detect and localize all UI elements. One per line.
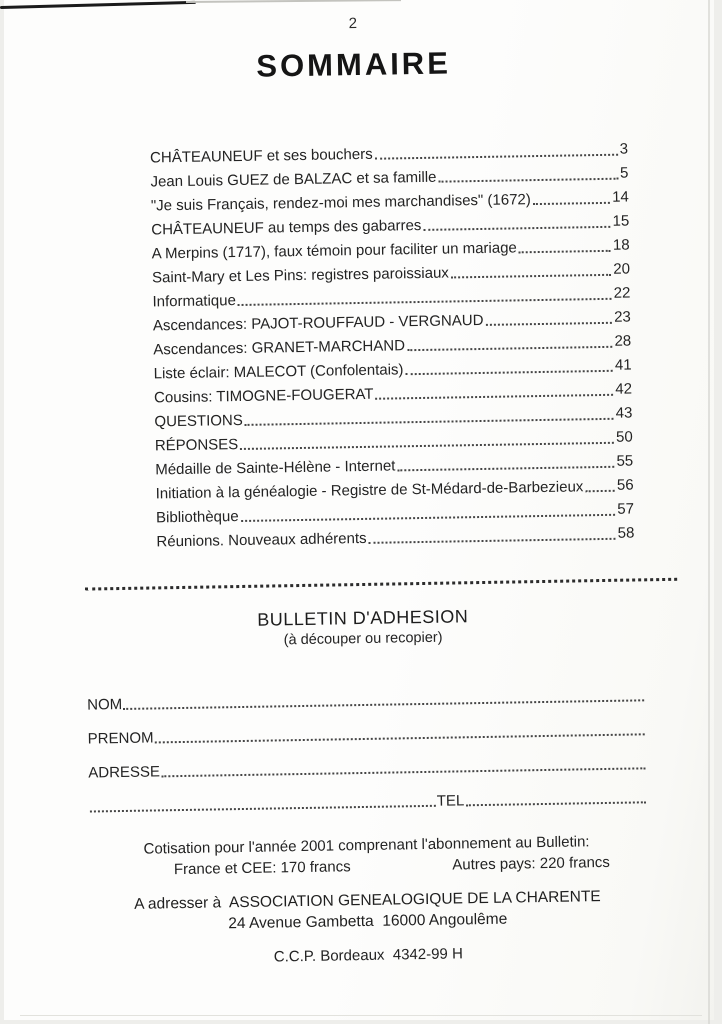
toc-entry-page-number: 57	[617, 500, 635, 518]
toc-entry-label: Bibliothèque	[155, 508, 239, 527]
fee-row	[174, 854, 610, 878]
toc-entry-label: RÉPONSES	[154, 436, 239, 455]
toc-entry-page-number: 41	[614, 356, 632, 374]
toc-entry-label: Liste éclair: MALECOT (Confolentais)	[153, 361, 404, 383]
toc-entry-page-number: 3	[619, 140, 629, 158]
toc-entry-page-number: 58	[617, 524, 635, 542]
toc-entry-label: QUESTIONS	[154, 411, 243, 431]
adresse-label: ADRESSE	[88, 763, 161, 782]
toc-entry-page-number: 56	[616, 476, 634, 494]
dotted-divider	[85, 578, 677, 591]
toc-entry-label: CHÂTEAUNEUF au temps des gabarres	[151, 216, 422, 239]
toc-entry-page-number: 15	[612, 212, 630, 230]
toc-entry-label: A Merpins (1717), faux témoin pour faciliter un mariage	[151, 239, 517, 263]
toc-entry-page-number: 14	[611, 188, 629, 206]
toc-dot-leader	[519, 250, 611, 254]
toc-entry-label: Informatique	[152, 292, 237, 311]
tel-label: TEL	[436, 792, 465, 810]
toc-entry-page-number: 42	[615, 380, 633, 398]
fee-france: France et CEE: 170 francs	[173, 858, 351, 879]
toc-entry-page-number: 23	[613, 308, 631, 326]
toc-entry-label: CHÂTEAUNEUF et ses bouchers	[149, 145, 373, 167]
toc-entry-page-number: 22	[613, 284, 631, 302]
page-number: 2	[348, 14, 358, 33]
toc-entry-page-number: 20	[613, 260, 631, 278]
membership-form	[87, 670, 647, 815]
tel-fill-line	[465, 801, 645, 806]
toc-entry-page-number: 55	[616, 452, 634, 470]
toc-entry-label: Réunions. Nouveaux adhérents	[156, 529, 367, 551]
bulletin-title: BULLETIN D'ADHESION	[257, 606, 469, 630]
association-address-line2: 24 Avenue Gambetta 16000 Angoulême	[228, 910, 508, 933]
toc-dot-leader	[585, 490, 615, 492]
toc-entry-label: Médaille de Sainte-Hélène - Internet	[155, 457, 396, 479]
toc-dot-leader	[423, 226, 610, 231]
toc-dot-leader	[369, 538, 616, 544]
toc-entry-page-number: 43	[615, 404, 633, 422]
toc-entry-label: Ascendances: GRANET-MARCHAND	[153, 337, 406, 359]
toc-dot-leader	[486, 322, 613, 326]
toc-dot-leader	[438, 178, 618, 183]
bulletin-subtitle: (à découper ou recopier)	[283, 629, 443, 649]
toc-dot-leader	[451, 274, 612, 279]
toc-entry-label: Ascendances: PAJOT-ROUFFAUD - VERGNAUD	[152, 311, 484, 335]
fee-other: Autres pays: 220 francs	[452, 853, 610, 874]
table-of-contents	[150, 135, 635, 551]
toc-entry-label: Jean Louis GUEZ de BALZAC et sa famille	[150, 168, 437, 191]
toc-dot-leader	[533, 202, 610, 205]
toc-entry-label: "Je suis Français, rendez-moi mes marchandises" (1672)	[150, 191, 531, 215]
toc-entry-label: Cousins: TIMOGNE-FOUGERAT	[153, 385, 374, 407]
adresse-fill-line-2	[90, 805, 436, 813]
toc-entry-page-number: 5	[619, 164, 629, 182]
page-title: SOMMAIRE	[256, 45, 452, 84]
toc-entry-page-number: 50	[615, 428, 633, 446]
prenom-label: PRENOM	[87, 729, 154, 748]
toc-entry-label: Saint-Mary et Les Pins: registres paroissiaux	[151, 264, 449, 287]
association-address-line1: A adresser à ASSOCIATION GENEALOGIQUE DE LA CHARENTE	[134, 888, 601, 913]
toc-entry-label: Initiation à la généalogie - Registre de St-Médard-de-Barbezieux	[155, 478, 584, 503]
toc-entry-page-number: 18	[612, 236, 630, 254]
toc-entry-page-number: 28	[614, 332, 632, 350]
ccp-account-line: C.C.P. Bordeaux 4342-99 H	[273, 945, 463, 966]
nom-label: NOM	[87, 695, 123, 714]
cotisation-line: Cotisation pour l'année 2001 comprenant l'abonnement au Bulletin:	[143, 833, 590, 858]
